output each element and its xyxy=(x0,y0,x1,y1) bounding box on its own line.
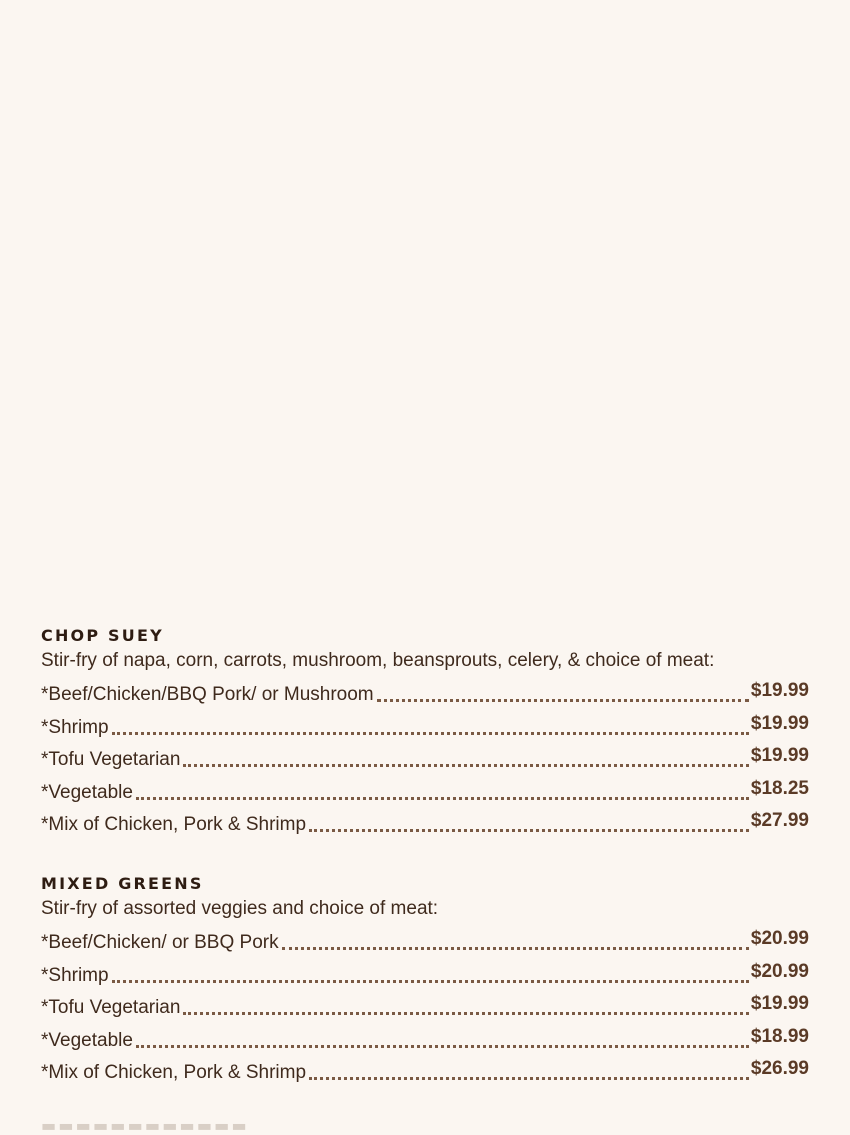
item-price: $19.99 xyxy=(750,680,809,702)
item-name: *Shrimp xyxy=(41,716,109,738)
dot-leader xyxy=(183,764,748,767)
mixed-greens-section xyxy=(41,873,809,1085)
item-name: *Beef/Chicken/ or BBQ Pork xyxy=(41,932,279,954)
cut-off-heading xyxy=(41,1114,271,1135)
menu-item xyxy=(41,805,809,837)
item-name: *Tofu Vegetarian xyxy=(41,997,181,1019)
menu-item xyxy=(41,923,809,955)
section-title: CHOP SUEY xyxy=(41,626,164,645)
item-price: $26.99 xyxy=(750,1057,809,1079)
chop-suey-section xyxy=(41,625,809,837)
item-price: $18.99 xyxy=(750,1025,809,1047)
dot-leader xyxy=(112,732,749,735)
dot-leader xyxy=(309,829,749,832)
menu-item xyxy=(41,988,809,1020)
item-price: $20.99 xyxy=(750,960,809,982)
dot-leader xyxy=(136,1045,749,1048)
dot-leader xyxy=(112,980,749,983)
item-name: *Tofu Vegetarian xyxy=(41,749,181,771)
menu-item xyxy=(41,772,809,804)
item-price: $19.99 xyxy=(750,993,809,1015)
item-name: *Mix of Chicken, Pork & Shrimp xyxy=(41,1061,307,1083)
item-price: $19.99 xyxy=(750,712,809,734)
menu-item xyxy=(41,955,809,987)
dot-leader xyxy=(377,699,749,702)
menu-item xyxy=(41,707,809,739)
item-name: *Vegetable xyxy=(41,781,133,803)
cut-off-heading-glyphs: ▬▬▬▬▬▬▬▬▬▬▬▬ xyxy=(41,1116,249,1135)
menu-item xyxy=(41,675,809,707)
dot-leader xyxy=(309,1077,749,1080)
section-title: MIXED GREENS xyxy=(41,874,204,893)
item-name: *Mix of Chicken, Pork & Shrimp xyxy=(41,813,307,835)
dot-leader xyxy=(136,797,749,800)
item-name: *Vegetable xyxy=(41,1029,133,1051)
item-price: $18.25 xyxy=(750,777,809,799)
menu-item xyxy=(41,1053,809,1085)
item-price: $19.99 xyxy=(750,745,809,767)
menu-item xyxy=(41,1020,809,1052)
dot-leader xyxy=(282,947,749,950)
item-name: *Beef/Chicken/BBQ Pork/ or Mushroom xyxy=(41,684,374,706)
item-price: $20.99 xyxy=(750,928,809,950)
menu-item xyxy=(41,740,809,772)
section-description: Stir-fry of assorted veggies and choice of meat: xyxy=(41,898,439,919)
item-name: *Shrimp xyxy=(41,964,109,986)
item-price: $27.99 xyxy=(750,809,809,831)
section-description: Stir-fry of napa, corn, carrots, mushroom, beansprouts, celery, & choice of meat: xyxy=(41,650,715,671)
dot-leader xyxy=(183,1012,748,1015)
